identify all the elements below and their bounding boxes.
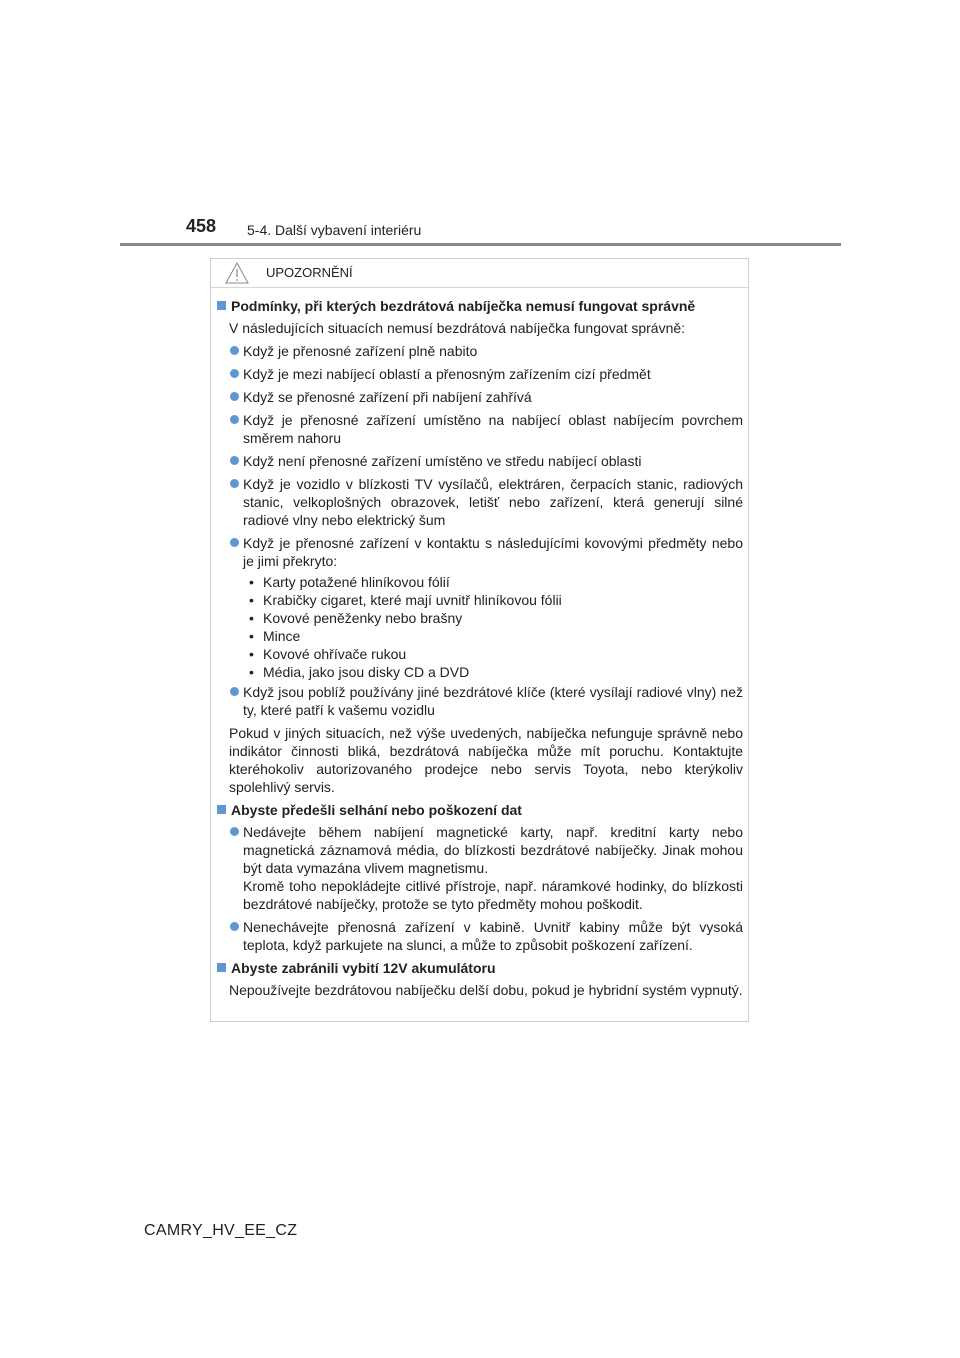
bullet-item [217,823,743,877]
bullet-text: Když se přenosné zařízení při nabíjení zahřívá [243,389,532,405]
sub-item-text: Krabičky cigaret, které mají uvnitř hliníkovou fólii [263,592,562,608]
bullet-text: Když je mezi nabíjecí oblastí a přenosným zařízením cizí předmět [243,366,651,382]
round-bullet-icon [230,369,239,378]
warning-box [210,258,749,1022]
warning-triangle-icon [225,262,249,284]
round-bullet-icon [230,456,239,465]
section-heading-text: Podmínky, při kterých bezdrátová nabíječka nemusí fungovat správně [231,298,696,314]
page-number: 458 [186,216,217,236]
sub-item [217,591,743,609]
bullet-item [217,342,743,360]
sub-bullet-glyph: • [249,610,254,626]
bullet-item [217,411,743,447]
sub-bullet-glyph: • [249,628,254,644]
section-heading-text: Abyste zabránili vybití 12V akumulátoru [231,960,496,976]
sub-item [217,573,743,591]
sub-list [217,573,743,681]
document-code: CAMRY_HV_EE_CZ [144,1222,298,1239]
round-bullet-icon [230,922,239,931]
sub-bullet-glyph: • [249,574,254,590]
bullet-text: Když jsou poblíž používány jiné bezdrátové klíče (které vysílají radiové vlny) než ty, které patří k vašemu vozidlu [243,684,743,718]
round-bullet-icon [230,687,239,696]
round-bullet-icon [230,346,239,355]
sub-item [217,645,743,663]
round-bullet-icon [230,479,239,488]
sub-bullet-glyph: • [249,592,254,608]
sub-item [217,609,743,627]
bullet-item [217,475,743,529]
bullet-text: Kromě toho nepokládejte citlivé přístroje, např. náramkové hodinky, do blízkosti bezdrátové nabíječky, protože se tyto předměty mohou poškodit. [243,878,743,912]
bullet-item [217,683,743,719]
bullet-item [217,918,743,954]
section-outro: Pokud v jiných situacích, než výše uvedených, nabíječka nefunguje správně nebo indikátor činnosti bliká, bezdrátová nabíječka může mít poruchu. Kontaktujte kteréhokoliv autorizovaného prodejce nebo servis Toyota, nebo kterýkoliv spolehlivý servis. [229,725,743,795]
square-bullet-icon [217,301,226,310]
bullet-item [217,365,743,383]
sub-item-text: Mince [263,628,301,644]
round-bullet-icon [230,827,239,836]
section-heading [217,297,743,315]
bullet-continuation [217,877,743,913]
bullet-text: Když je přenosné zařízení umístěno na nabíjecí oblast nabíjecím povrchem směrem nahoru [243,412,743,446]
sub-item-text: Karty potažené hliníkovou fólií [263,574,450,590]
section-heading [217,959,743,977]
bullet-text: Když není přenosné zařízení umístěno ve středu nabíjecí oblasti [243,453,642,469]
sub-item-text: Kovové peněženky nebo brašny [263,610,463,626]
header-rule [120,243,841,246]
sub-item [217,663,743,681]
sub-item-text: Média, jako jsou disky CD a DVD [263,664,470,680]
bullet-item [217,452,743,470]
round-bullet-icon [230,415,239,424]
warning-header-rule [211,287,748,288]
bullet-text: Když je vozidlo v blízkosti TV vysílačů, elektráren, čerpacích stanic, radiových stanic, velkoplošných obrazovek, letišť nebo zařízení, která generují silné radiové vlny nebo elektrický šum [243,476,743,528]
sub-bullet-glyph: • [249,646,254,662]
bullet-text: Nedávejte během nabíjení magnetické karty, např. kreditní karty nebo magnetická záznamová média, do blízkosti bezdrátové nabíječky. Jinak mohou být data vymazána vlivem magnetismu. [243,824,743,876]
section-title: 5-4. Další vybavení interiéru [247,222,422,238]
bullet-text: Když je přenosné zařízení plně nabito [243,343,478,359]
sub-item [217,627,743,645]
sub-item-text: Kovové ohřívače rukou [263,646,407,662]
bullet-text: Nenechávejte přenosná zařízení v kabině. Uvnitř kabiny může být vysoká teplota, když parkujete na slunci, a může to způsobit poškození zařízení. [243,919,743,953]
bullet-item [217,388,743,406]
warning-title: UPOZORNĚNÍ [266,265,353,280]
round-bullet-icon [230,538,239,547]
bullet-text: Když je přenosné zařízení v kontaktu s následujícími kovovými předměty nebo je jimi překryto: [243,535,743,569]
bullet-item [217,534,743,570]
square-bullet-icon [217,963,226,972]
round-bullet-icon [230,392,239,401]
section-heading [217,801,743,819]
warning-content [217,297,743,1004]
section-intro: V následujících situacích nemusí bezdrátová nabíječka fungovat správně: [229,320,686,336]
section-text: Nepoužívejte bezdrátovou nabíječku delší dobu, pokud je hybridní systém vypnutý. [229,982,743,998]
square-bullet-icon [217,805,226,814]
section-heading-text: Abyste předešli selhání nebo poškození dat [231,802,522,818]
sub-bullet-glyph: • [249,664,254,680]
